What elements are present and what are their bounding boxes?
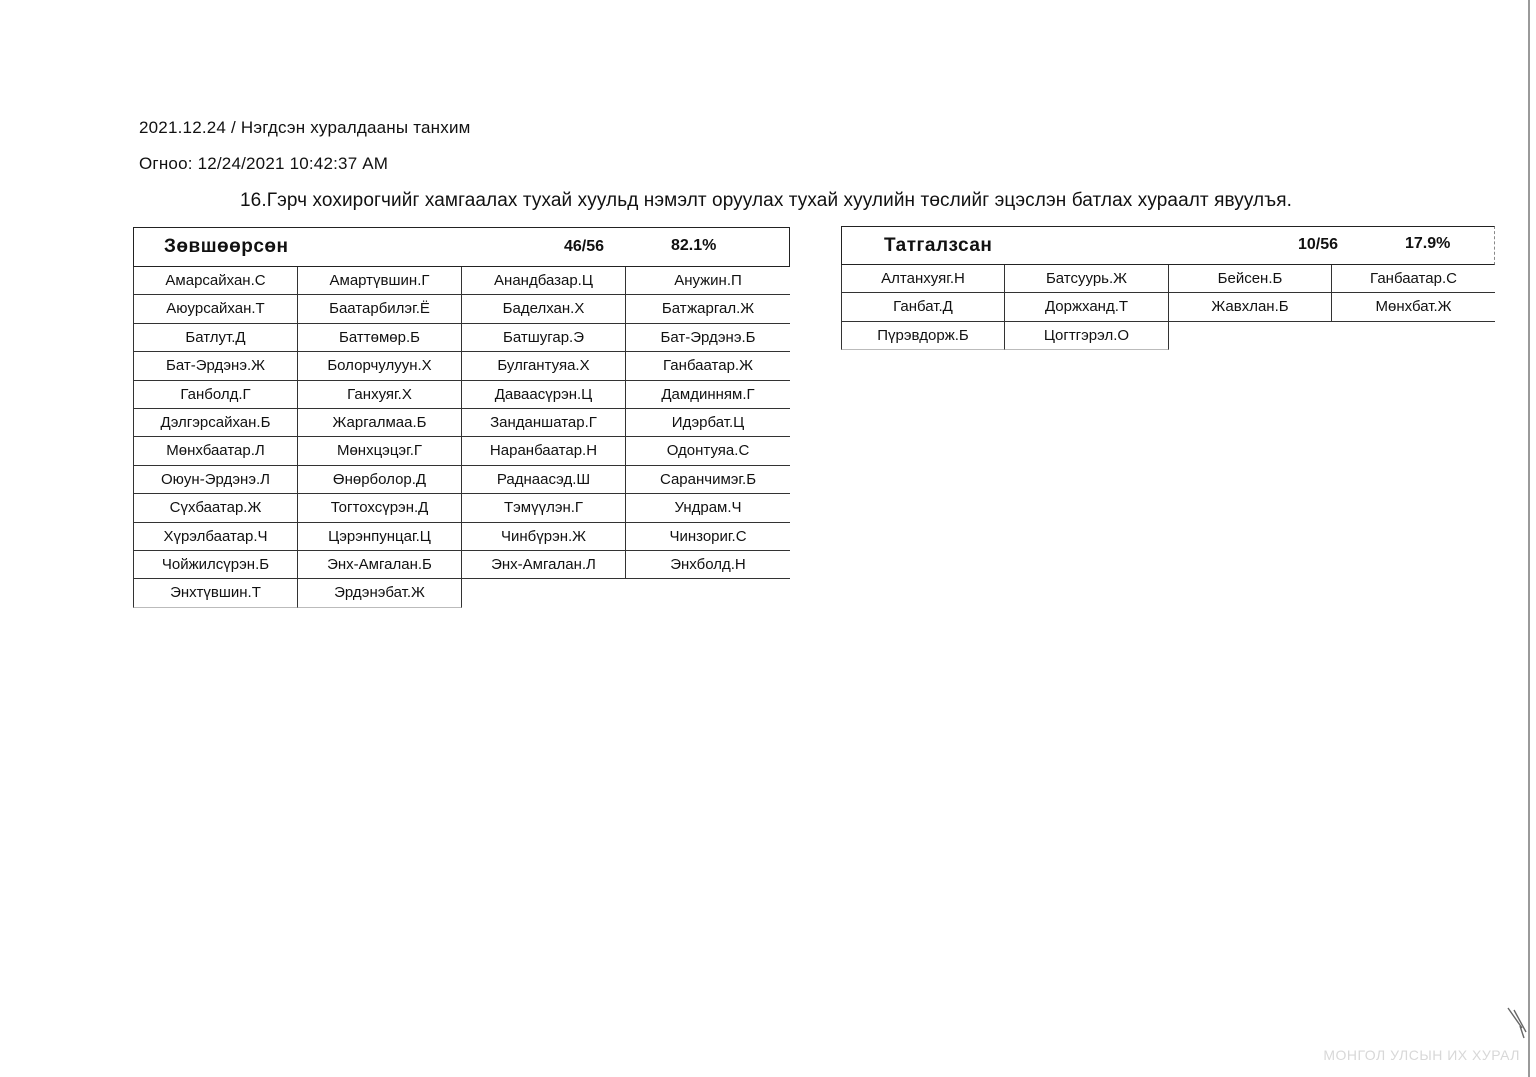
approved-name-cell: Ундрам.Ч bbox=[626, 494, 790, 522]
approved-name-cell: Өнөрболор.Д bbox=[298, 466, 462, 494]
watermark-text: МОНГОЛ УЛСЫН ИХ ХУРАЛ bbox=[1323, 1047, 1520, 1063]
approved-percent: 82.1% bbox=[671, 237, 717, 254]
rejected-title: Татгалзсан bbox=[884, 235, 993, 256]
approved-name-cell: Анандбазар.Ц bbox=[462, 267, 626, 295]
approved-block bbox=[133, 227, 790, 608]
approved-name-cell: Энх-Амгалан.Л bbox=[462, 551, 626, 579]
rejected-block bbox=[841, 226, 1495, 350]
rejected-name-cell: Доржханд.Т bbox=[1005, 293, 1169, 321]
rejected-name-cell: Алтанхуяг.Н bbox=[841, 265, 1005, 293]
rejected-name-cell: Ганбаатар.С bbox=[1332, 265, 1495, 293]
rejected-name-cell: Мөнхбат.Ж bbox=[1332, 293, 1495, 321]
approved-name-cell: Ганхуяг.Х bbox=[298, 381, 462, 409]
approved-name-cell: Тэмүүлэн.Г bbox=[462, 494, 626, 522]
approved-names-table bbox=[133, 267, 790, 608]
rejected-count: 10/56 bbox=[1298, 236, 1339, 253]
approved-name-cell: Дэлгэрсайхан.Б bbox=[133, 409, 298, 437]
approved-name-cell: Бат-Эрдэнэ.Ж bbox=[133, 352, 298, 380]
rejected-name-cell: Пүрэвдорж.Б bbox=[841, 322, 1005, 350]
approved-name-cell: Чойжилсүрэн.Б bbox=[133, 551, 298, 579]
rejected-name-cell: Цогтгэрэл.О bbox=[1005, 322, 1169, 350]
approved-name-cell: Амарсайхан.С bbox=[133, 267, 298, 295]
approved-name-cell: Анужин.П bbox=[626, 267, 790, 295]
rejected-names-table bbox=[841, 265, 1495, 350]
approved-name-cell: Чинзориг.С bbox=[626, 523, 790, 551]
approved-name-cell: Эрдэнэбат.Ж bbox=[298, 579, 462, 607]
approved-name-cell: Болорчулуун.Х bbox=[298, 352, 462, 380]
vote-datetime: Огноо: 12/24/2021 10:42:37 AM bbox=[139, 154, 389, 173]
approved-name-cell: Чинбүрэн.Ж bbox=[462, 523, 626, 551]
approved-name-cell: Жаргалмаа.Б bbox=[298, 409, 462, 437]
approved-name-cell: Раднаасэд.Ш bbox=[462, 466, 626, 494]
approved-name-cell: Даваасүрэн.Ц bbox=[462, 381, 626, 409]
approved-name-cell: Батжаргал.Ж bbox=[626, 295, 790, 323]
rejected-name-cell: Жавхлан.Б bbox=[1169, 293, 1332, 321]
approved-name-cell: Батлут.Д bbox=[133, 324, 298, 352]
approved-name-cell: Баттөмөр.Б bbox=[298, 324, 462, 352]
approved-name-cell: Занданшатар.Г bbox=[462, 409, 626, 437]
approved-name-cell: Тогтохсүрэн.Д bbox=[298, 494, 462, 522]
rejected-name-cell: Батсуурь.Ж bbox=[1005, 265, 1169, 293]
scan-corner-mark-icon bbox=[1504, 1004, 1530, 1040]
approved-name-cell: Сүхбаатар.Ж bbox=[133, 494, 298, 522]
approved-name-cell: Энхболд.Н bbox=[626, 551, 790, 579]
vote-question: 16.Гэрч хохирогчийг хамгаалах тухай хуульд нэмэлт оруулах тухай хуулийн төслийг эцэслэн батлах хураалт явуулъя. bbox=[240, 190, 1292, 211]
approved-name-cell: Идэрбат.Ц bbox=[626, 409, 790, 437]
rejected-header bbox=[841, 226, 1495, 265]
approved-name-cell: Дамдинням.Г bbox=[626, 381, 790, 409]
approved-count: 46/56 bbox=[564, 238, 605, 255]
approved-name-cell: Баатарбилэг.Ё bbox=[298, 295, 462, 323]
approved-title: Зөвшөөрсөн bbox=[164, 236, 289, 257]
approved-name-cell: Батшугар.Э bbox=[462, 324, 626, 352]
approved-name-cell: Аюурсайхан.Т bbox=[133, 295, 298, 323]
approved-name-cell: Саранчимэг.Б bbox=[626, 466, 790, 494]
approved-header bbox=[133, 227, 790, 267]
approved-name-cell: Баделхан.Х bbox=[462, 295, 626, 323]
approved-name-cell: Ганболд.Г bbox=[133, 381, 298, 409]
rejected-percent: 17.9% bbox=[1405, 235, 1451, 252]
approved-name-cell: Булгантуяа.Х bbox=[462, 352, 626, 380]
approved-name-cell: Мөнхбаатар.Л bbox=[133, 437, 298, 465]
approved-name-cell: Энх-Амгалан.Б bbox=[298, 551, 462, 579]
approved-name-cell: Хүрэлбаатар.Ч bbox=[133, 523, 298, 551]
approved-name-cell: Ганбаатар.Ж bbox=[626, 352, 790, 380]
scan-edge-line bbox=[1528, 0, 1530, 1077]
approved-name-cell: Наранбаатар.Н bbox=[462, 437, 626, 465]
session-location: 2021.12.24 / Нэгдсэн хуралдааны танхим bbox=[139, 118, 471, 137]
approved-name-cell: Мөнхцэцэг.Г bbox=[298, 437, 462, 465]
approved-name-cell: Цэрэнпунцаг.Ц bbox=[298, 523, 462, 551]
approved-name-cell: Одонтуяа.С bbox=[626, 437, 790, 465]
approved-name-cell: Бат-Эрдэнэ.Б bbox=[626, 324, 790, 352]
rejected-name-cell: Бейсен.Б bbox=[1169, 265, 1332, 293]
approved-name-cell: Оюун-Эрдэнэ.Л bbox=[133, 466, 298, 494]
approved-name-cell: Амартүвшин.Г bbox=[298, 267, 462, 295]
approved-name-cell: Энхтүвшин.Т bbox=[133, 579, 298, 607]
rejected-name-cell: Ганбат.Д bbox=[841, 293, 1005, 321]
